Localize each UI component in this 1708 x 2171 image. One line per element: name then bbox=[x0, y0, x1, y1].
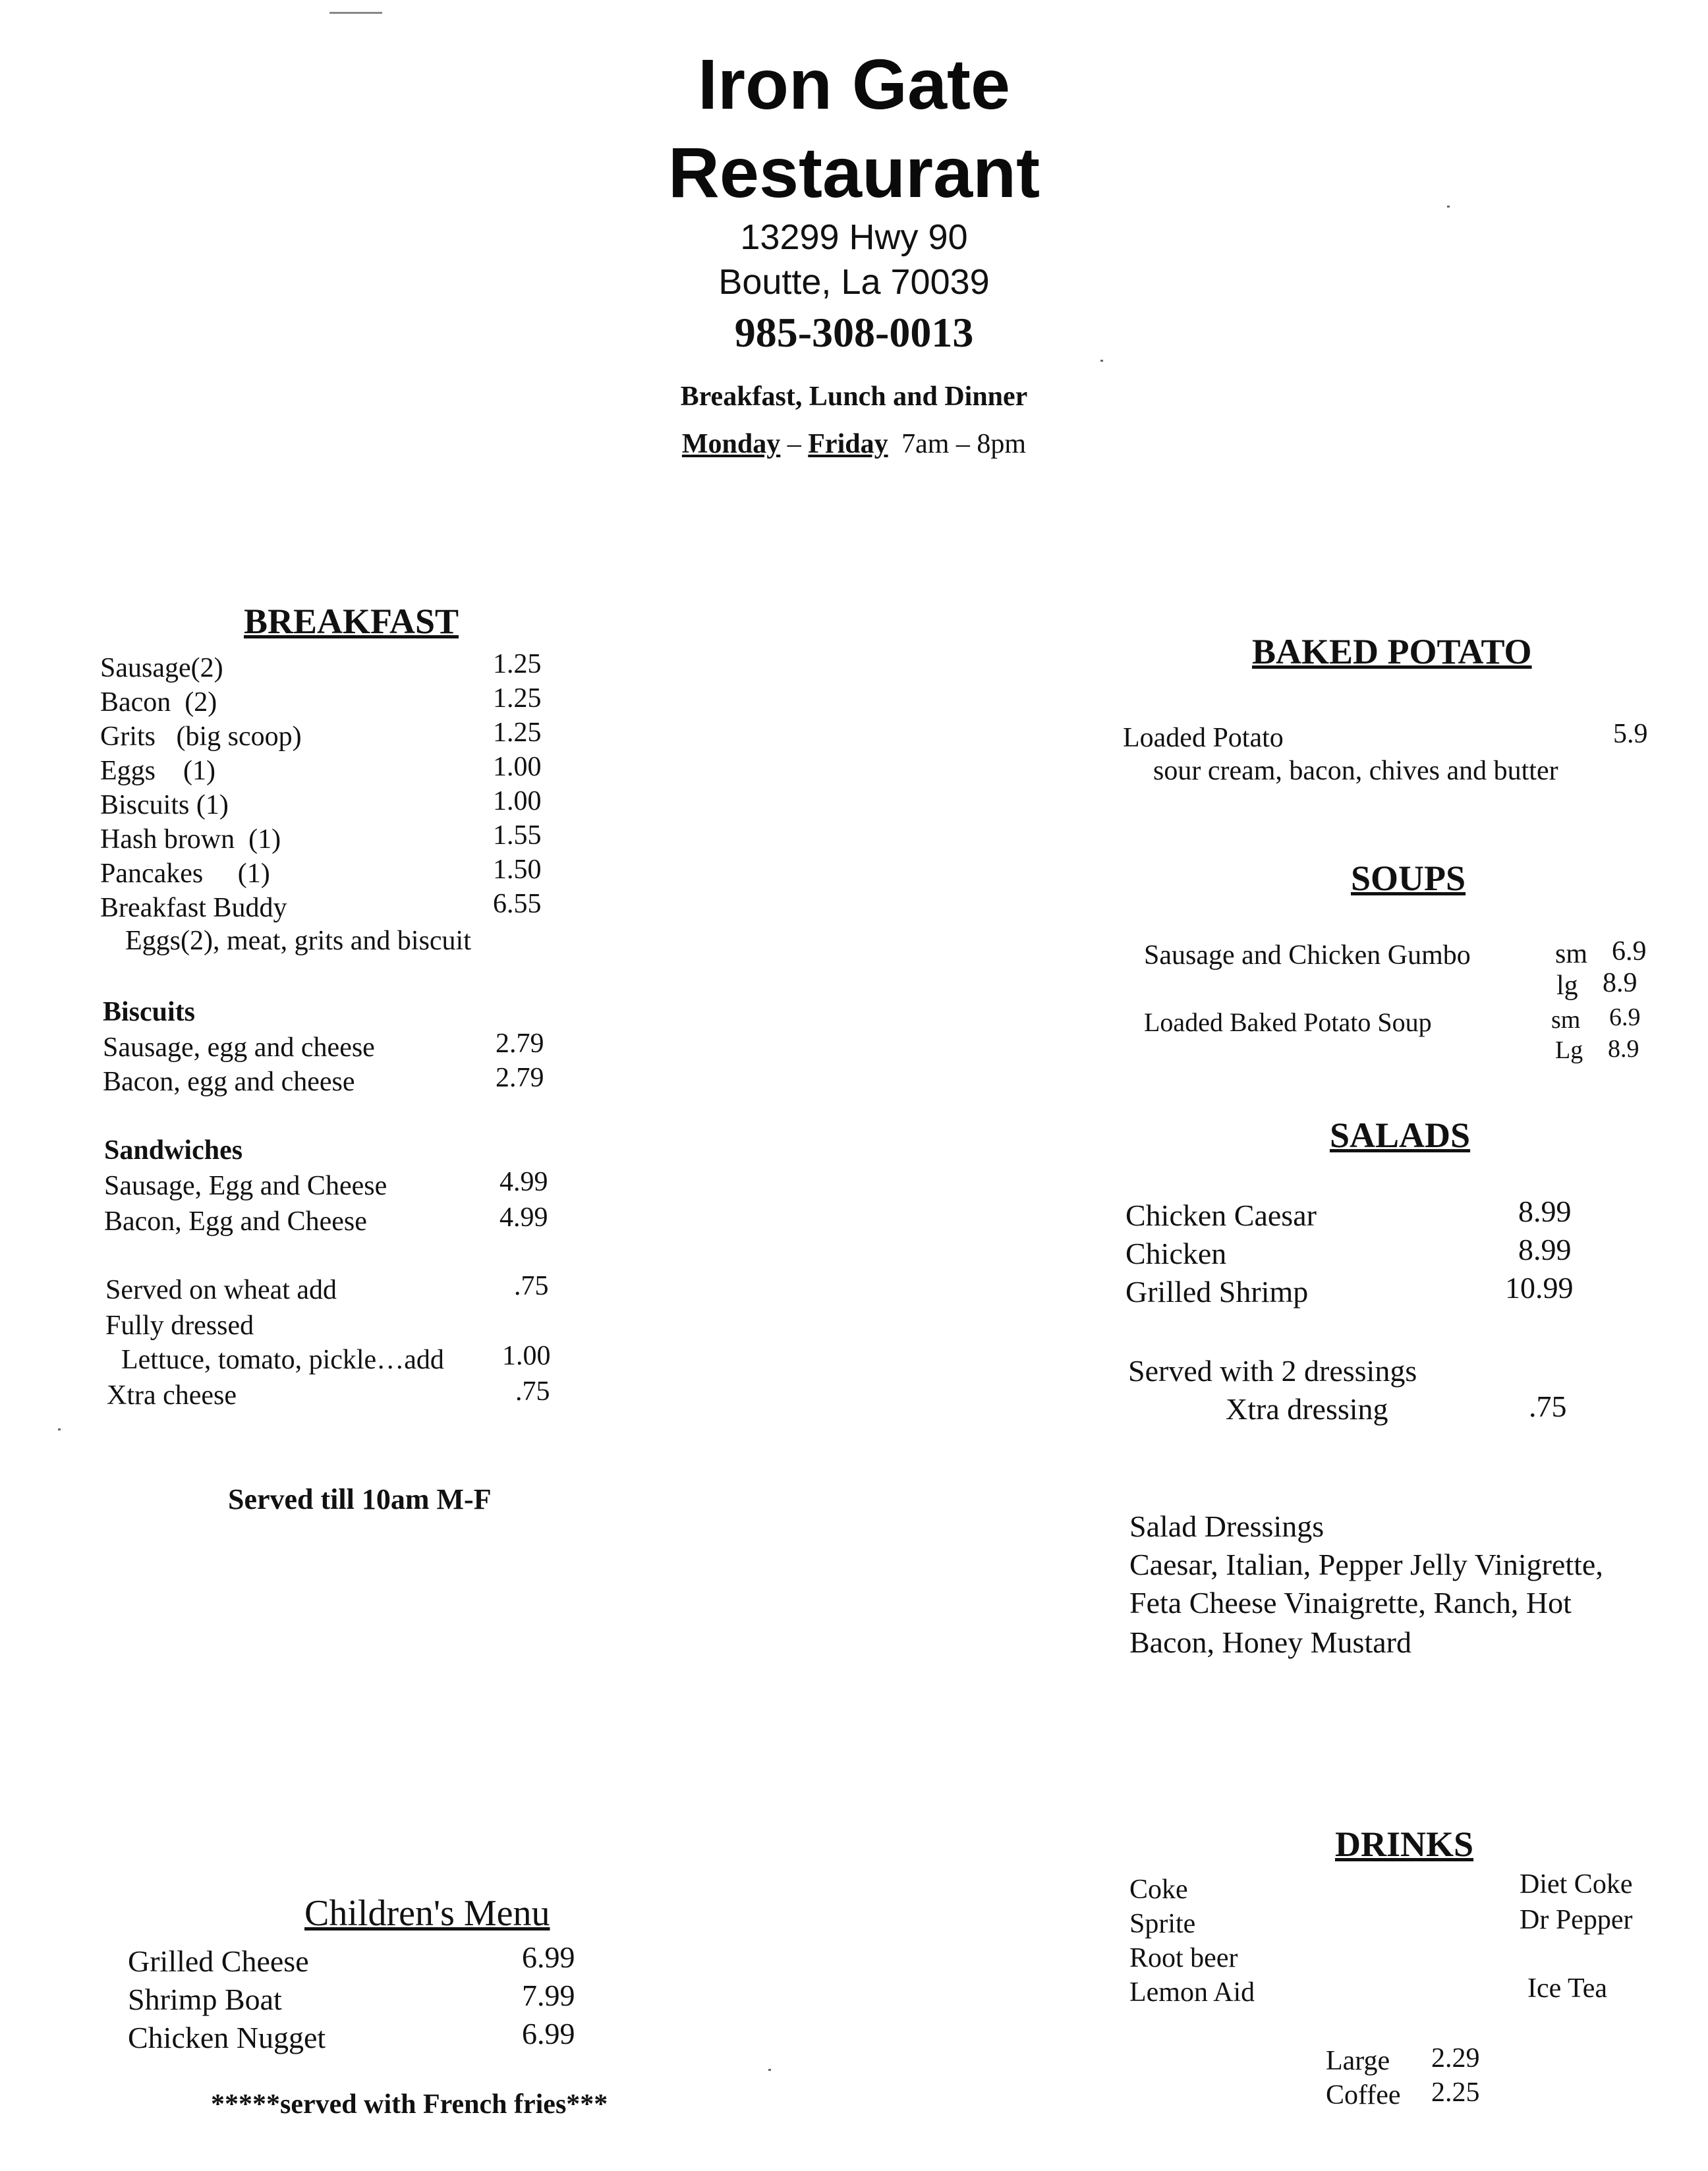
salads-title: SALADS bbox=[1330, 1115, 1471, 1155]
salad-item-name: Chicken bbox=[1125, 1237, 1227, 1270]
potato-soup-sm-label: sm bbox=[1551, 1006, 1581, 1034]
gumbo-lg-price: 8.9 bbox=[1603, 968, 1637, 998]
loaded-potato-description: sour cream, bacon, chives and butter bbox=[1153, 756, 1558, 786]
kids-item-price: 6.99 bbox=[522, 2017, 575, 2050]
breakfast-item-name: Sausage(2) bbox=[100, 653, 223, 683]
xtra-dressing-price: .75 bbox=[1529, 1390, 1567, 1423]
loaded-potato-price: 5.9 bbox=[1613, 719, 1648, 749]
childrens-menu-title: Children's Menu bbox=[304, 1893, 550, 1934]
scan-speck bbox=[329, 12, 382, 14]
salad-dressings-line: Bacon, Honey Mustard bbox=[1129, 1625, 1411, 1659]
biscuit-item-name: Sausage, egg and cheese bbox=[103, 1032, 375, 1063]
large-drink-price: 2.29 bbox=[1431, 2043, 1480, 2073]
drinks-title: DRINKS bbox=[1335, 1824, 1474, 1864]
breakfast-item-name: Biscuits (1) bbox=[100, 790, 229, 820]
biscuit-item-price: 2.79 bbox=[496, 1029, 544, 1059]
breakfast-item-price: 6.55 bbox=[493, 889, 542, 919]
gumbo-name: Sausage and Chicken Gumbo bbox=[1144, 940, 1471, 971]
breakfast-item-price: 1.55 bbox=[493, 820, 542, 851]
days-start: Monday bbox=[681, 429, 781, 459]
wheat-option-name: Served on wheat add bbox=[105, 1275, 337, 1305]
phone-number: 985-308-0013 bbox=[734, 309, 974, 356]
breakfast-item-name: Grits (big scoop) bbox=[100, 721, 302, 752]
restaurant-name-line1: Iron Gate bbox=[697, 44, 1011, 124]
potato-soup-name: Loaded Baked Potato Soup bbox=[1144, 1007, 1432, 1037]
drink-item: Ice Tea bbox=[1527, 1973, 1608, 2004]
coffee-label: Coffee bbox=[1326, 2080, 1401, 2110]
xtra-dressing-label: Xtra dressing bbox=[1226, 1392, 1388, 1426]
address-line2: Boutte, La 70039 bbox=[718, 262, 990, 302]
kids-item-price: 7.99 bbox=[522, 1979, 575, 2012]
drink-item: Coke bbox=[1129, 1875, 1188, 1905]
salad-item-name: Grilled Shrimp bbox=[1125, 1275, 1309, 1309]
meals-served: Breakfast, Lunch and Dinner bbox=[680, 381, 1028, 412]
drink-item: Lemon Aid bbox=[1129, 1977, 1255, 2008]
address-line1: 13299 Hwy 90 bbox=[740, 217, 968, 257]
days-separator: – bbox=[787, 429, 801, 459]
xtra-cheese-name: Xtra cheese bbox=[107, 1380, 237, 1411]
scan-speck bbox=[58, 1428, 61, 1430]
drink-item: Sprite bbox=[1129, 1909, 1196, 1939]
biscuits-heading: Biscuits bbox=[103, 997, 196, 1027]
salad-dressings-line: Feta Cheese Vinaigrette, Ranch, Hot bbox=[1129, 1586, 1572, 1620]
loaded-potato-name: Loaded Potato bbox=[1123, 723, 1284, 753]
kids-item-name: Shrimp Boat bbox=[128, 1983, 282, 2016]
sandwich-item-price: 4.99 bbox=[499, 1202, 548, 1233]
breakfast-served-till: Served till 10am M-F bbox=[228, 1483, 492, 1515]
kids-item-price: 6.99 bbox=[522, 1940, 575, 1974]
breakfast-item-price: 1.50 bbox=[493, 855, 542, 885]
drink-item: Root beer bbox=[1129, 1943, 1238, 1973]
restaurant-name-line2: Restaurant bbox=[668, 132, 1040, 212]
large-drink-label: Large bbox=[1326, 2046, 1390, 2076]
kids-fries-note: *****served with French fries*** bbox=[211, 2089, 608, 2120]
kids-item-name: Chicken Nugget bbox=[128, 2021, 326, 2054]
breakfast-buddy-description: Eggs(2), meat, grits and biscuit bbox=[125, 926, 471, 956]
wheat-option-price: .75 bbox=[514, 1271, 549, 1301]
sandwich-item-price: 4.99 bbox=[499, 1167, 548, 1197]
coffee-price: 2.25 bbox=[1431, 2077, 1480, 2108]
breakfast-item-name: Hash brown (1) bbox=[100, 824, 281, 855]
sandwich-item-name: Sausage, Egg and Cheese bbox=[104, 1171, 387, 1201]
soups-title: SOUPS bbox=[1351, 859, 1466, 898]
gumbo-sm-label: sm bbox=[1555, 939, 1588, 969]
breakfast-item-price: 1.00 bbox=[493, 752, 542, 782]
fully-dressed-label: Fully dressed bbox=[105, 1311, 254, 1341]
salad-item-price: 10.99 bbox=[1505, 1271, 1574, 1305]
breakfast-item-price: 1.25 bbox=[493, 718, 542, 748]
salad-item-price: 8.99 bbox=[1518, 1195, 1572, 1228]
hours-time: 7am – 8pm bbox=[901, 429, 1027, 459]
biscuit-item-name: Bacon, egg and cheese bbox=[103, 1067, 355, 1097]
dressed-detail-name: Lettuce, tomato, pickle…add bbox=[121, 1345, 444, 1375]
drink-item: Dr Pepper bbox=[1520, 1905, 1633, 1935]
days-end: Friday bbox=[808, 429, 888, 459]
kids-item-name: Grilled Cheese bbox=[128, 1944, 309, 1978]
breakfast-item-name: Eggs (1) bbox=[100, 756, 215, 786]
breakfast-item-price: 1.00 bbox=[493, 786, 542, 816]
hours-row bbox=[0, 428, 1708, 460]
served-with-dressings: Served with 2 dressings bbox=[1128, 1354, 1417, 1388]
breakfast-item-price: 1.25 bbox=[493, 683, 542, 714]
salad-dressings-line: Caesar, Italian, Pepper Jelly Vinigrette, bbox=[1129, 1548, 1603, 1581]
xtra-cheese-price: .75 bbox=[515, 1376, 550, 1407]
gumbo-sm-price: 6.9 bbox=[1612, 936, 1647, 967]
breakfast-title: BREAKFAST bbox=[244, 602, 459, 641]
salad-item-price: 8.99 bbox=[1518, 1233, 1572, 1266]
scan-speck bbox=[768, 2069, 771, 2071]
gumbo-lg-label: lg bbox=[1556, 971, 1578, 1001]
potato-soup-lg-label: Lg bbox=[1555, 1036, 1583, 1064]
breakfast-item-name: Bacon (2) bbox=[100, 687, 217, 718]
breakfast-item-name: Pancakes (1) bbox=[100, 859, 270, 889]
sandwiches-heading: Sandwiches bbox=[104, 1135, 243, 1166]
breakfast-item-name: Breakfast Buddy bbox=[100, 893, 287, 923]
potato-soup-sm-price: 6.9 bbox=[1609, 1003, 1641, 1031]
scan-speck bbox=[1447, 206, 1450, 208]
potato-soup-lg-price: 8.9 bbox=[1608, 1035, 1639, 1063]
baked-potato-title: BAKED POTATO bbox=[1252, 632, 1532, 671]
salad-item-name: Chicken Caesar bbox=[1125, 1198, 1317, 1232]
dressed-detail-price: 1.00 bbox=[502, 1341, 551, 1371]
salad-dressings-heading: Salad Dressings bbox=[1129, 1509, 1324, 1543]
breakfast-item-price: 1.25 bbox=[493, 649, 542, 679]
scan-speck bbox=[1100, 360, 1103, 362]
drink-item: Diet Coke bbox=[1520, 1869, 1633, 1900]
sandwich-item-name: Bacon, Egg and Cheese bbox=[104, 1206, 367, 1237]
biscuit-item-price: 2.79 bbox=[496, 1063, 544, 1093]
